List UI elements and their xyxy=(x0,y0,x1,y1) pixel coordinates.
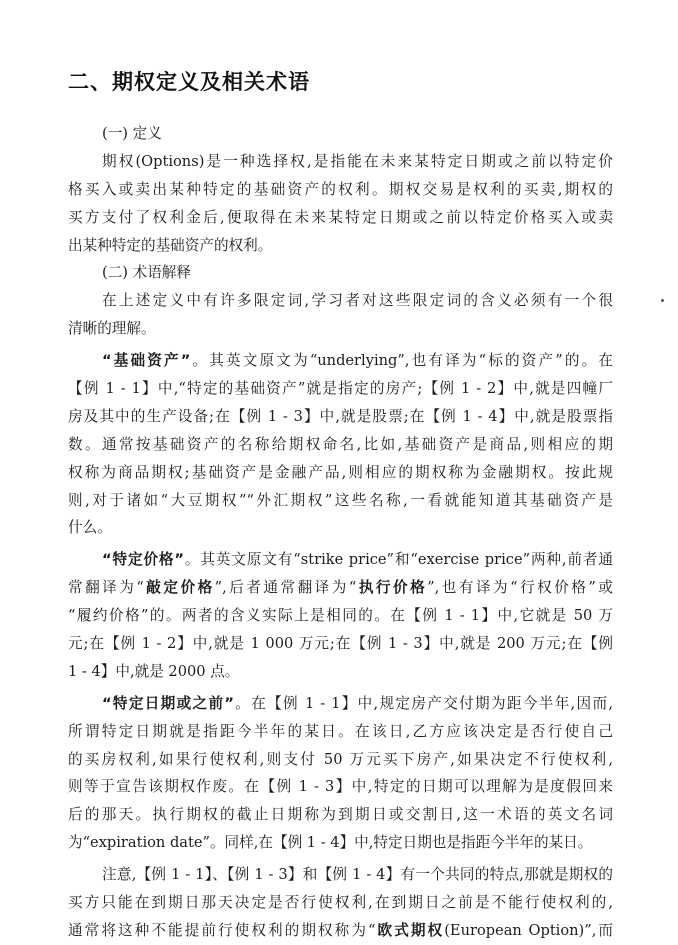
paragraph-line: 为“expiration date”。同样,在【例 1 - 4】中,特定日期也是指距今半年的某日。 xyxy=(68,834,593,852)
term-strike-price: “特定价格” xyxy=(102,551,185,569)
term-underlying: “基础资产” xyxy=(102,352,191,370)
paragraph-line: 1 - 4】中,就是 2000 点。 xyxy=(68,662,240,680)
paragraph-line: “履约价格”的。两者的含义实际上是相同的。在【例 1 - 1】中,它就是 50 万 xyxy=(68,607,613,625)
paragraph-line: 权称为商品期权;基础资产是金融产品,则相应的期权称为金融期权。按此规 xyxy=(68,463,613,481)
paragraph-line: 数。通常按基础资产的名称给期权命名,比如,基础资产是商品,则相应的期 xyxy=(68,435,613,453)
paragraph-line: 注意,【例 1 - 1】、【例 1 - 3】和【例 1 - 4】有一个共同的特点,那就是期权的 xyxy=(102,866,613,884)
section-heading: 二、期权定义及相关术语 xyxy=(68,70,310,94)
term-european-option: 欧式期权 xyxy=(375,921,445,939)
paragraph-line: 后的那天。执行期权的截止日期称为到期日或交割日,这一术语的英文名词 xyxy=(68,806,613,824)
paragraph-line: 买方只能在到期日那天决定是否行使权利,在到期日之前是不能行使权利的, xyxy=(68,894,613,912)
subsection-title-terms: (二) 术语解释 xyxy=(102,264,191,282)
paragraph-line: 期权(Options)是一种选择权,是指能在未来某特定日期或之前以特定价 xyxy=(102,152,613,170)
paragraph-line: 常翻译为“敲定价格”,后者通常翻译为“执行价格”,也有译为“行权价格”或 xyxy=(68,579,613,597)
paragraph-line: 清晰的理解。 xyxy=(68,320,156,338)
paragraph-line: 的买房权利,如果行使权利,则支付 50 万元买下房产,如果决定不行使权利, xyxy=(68,750,613,768)
paragraph-line: 什么。 xyxy=(68,519,112,537)
paragraph-line: 所谓特定日期就是指距今半年的某日。在该日,乙方应该决定是否行使自己 xyxy=(68,722,613,740)
paragraph-line: 元;在【例 1 - 2】中,就是 1 000 万元;在【例 1 - 3】中,就是 200 万元;在【例 xyxy=(68,635,613,653)
paragraph-line: “特定日期或之前”。在【例 1 - 1】中,规定房产交付期为距今半年,因而, xyxy=(102,694,613,712)
paragraph-line: 出某种特定的基础资产的权利。 xyxy=(68,236,273,254)
body-text xyxy=(68,120,613,945)
paragraph-line: 买方支付了权利金后,便取得在未来某特定日期或之前以特定价格买入或卖 xyxy=(68,208,613,226)
paragraph-line: 房及其中的生产设备;在【例 1 - 3】中,就是股票;在【例 1 - 4】中,就是股票指 xyxy=(68,407,613,425)
paragraph-line: 则,对于诸如“大豆期权”“外汇期权”这些名称,一看就能知道其基础资产是 xyxy=(68,491,613,509)
paragraph-line: 通常将这种不能提前行使权利的期权称为“欧式期权(European Option)”,而 xyxy=(68,921,613,939)
subsection-title-definition: (一) 定义 xyxy=(102,125,162,142)
paragraph-line: 则等于宣告该期权作废。在【例 1 - 3】中,特定的日期可以理解为是度假回来 xyxy=(68,778,613,796)
term-expiry: “特定日期或之前” xyxy=(102,694,234,712)
term-strike-price-cn: 敲定价格 xyxy=(143,579,215,597)
paragraph-line: “基础资产”。其英文原文为“underlying”,也有译为“标的资产”的。在 xyxy=(102,352,613,370)
paragraph-line: 【例 1 - 1】中,“特定的基础资产”就是指定的房产;【例 1 - 2】中,就是四幢厂 xyxy=(68,380,613,398)
paragraph-line: “特定价格”。其英文原文有“strike price”和“exercise price”两种,前者通 xyxy=(102,551,613,569)
paragraph-line: 在上述定义中有许多限定词,学习者对这些限定词的含义必须有一个很 xyxy=(102,292,613,310)
term-exercise-price-cn: 执行价格 xyxy=(356,579,428,597)
paragraph-line: 格买入或卖出某种特定的基础资产的权利。期权交易是权利的买卖,期权的 xyxy=(68,180,613,198)
margin-dot xyxy=(661,299,664,302)
